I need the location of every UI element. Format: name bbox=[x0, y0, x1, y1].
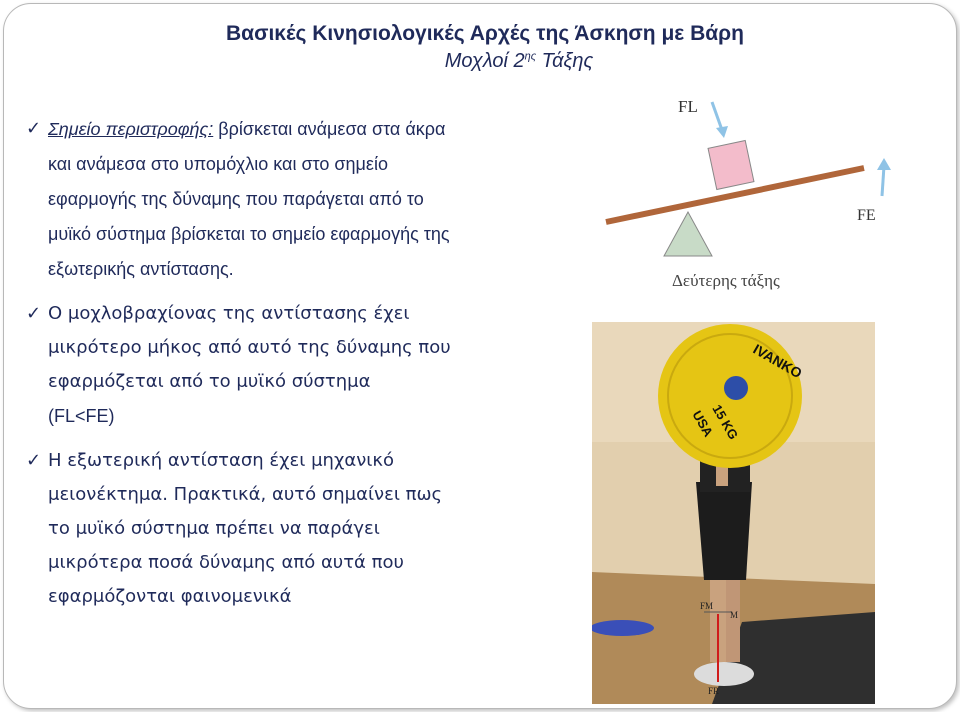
bullet-text: βρίσκεται ανάμεσα στα άκρα και ανάμεσα στο υπομόχλιο και στο σημείο εφαρμογής της δύναμης που παράγεται από το μυϊκό σύστημα βρίσκεται το σημείο εφαρμογής της εξωτερικής αντίστασης. bbox=[48, 119, 450, 279]
diagram-caption: Δεύτερης τάξης bbox=[672, 271, 780, 290]
bullet-lead: Σημείο περιστροφής: bbox=[48, 119, 214, 139]
bullet-item-disadvantage bbox=[26, 444, 466, 614]
fr-label: FR bbox=[708, 686, 720, 696]
subtitle-text: Μοχλοί 2 bbox=[444, 50, 525, 72]
bullet-list bbox=[26, 112, 466, 614]
plate-country: USA bbox=[689, 408, 717, 440]
plate-weight: 15 KG bbox=[709, 402, 742, 443]
subtitle-superscript: ης bbox=[524, 50, 537, 63]
bullet-formula: (FL<FE) bbox=[48, 406, 115, 426]
bullet-item-pivot bbox=[26, 112, 466, 287]
fl-label: FL bbox=[678, 97, 698, 116]
bullet-text: Ο μοχλοβραχίονας της αντίστασης έχει μικρότερο μήκος από αυτό της δύναμης που εφαρμόζεται από το μυϊκό σύστημα bbox=[48, 303, 451, 392]
fl-arrow-icon bbox=[712, 102, 728, 138]
slide-subtitle bbox=[78, 50, 960, 73]
fe-label: FE bbox=[857, 207, 876, 224]
bullet-text: Η εξωτερική αντίσταση έχει μηχανικό μειονέκτημα. Πρακτικά, αυτό σημαίνει πως το μυϊκό σύστημα πρέπει να παράγει μικρότερα ποσά δύναμης από αυτά που εφαρμόζονται φαινομενικά bbox=[48, 450, 443, 607]
fulcrum-triangle bbox=[664, 212, 712, 256]
slide-title: Βασικές Κινησιολογικές Αρχές της Άσκηση με Βάρη bbox=[226, 22, 744, 45]
plate-brand: IVANKO bbox=[750, 340, 805, 382]
checkmark-icon: ✓ bbox=[26, 118, 42, 139]
load-box bbox=[708, 141, 754, 190]
m-label: M bbox=[730, 610, 739, 620]
checkmark-icon: ✓ bbox=[26, 303, 42, 324]
fe-arrow-icon bbox=[877, 158, 891, 196]
subtitle-text-end: Τάξης bbox=[536, 50, 594, 72]
fm-label: FM bbox=[700, 601, 714, 611]
deadlift-photo bbox=[592, 322, 875, 704]
lever-diagram bbox=[600, 92, 900, 302]
slide-title-block bbox=[0, 22, 960, 73]
checkmark-icon: ✓ bbox=[26, 450, 42, 471]
bullet-item-arm bbox=[26, 297, 466, 434]
